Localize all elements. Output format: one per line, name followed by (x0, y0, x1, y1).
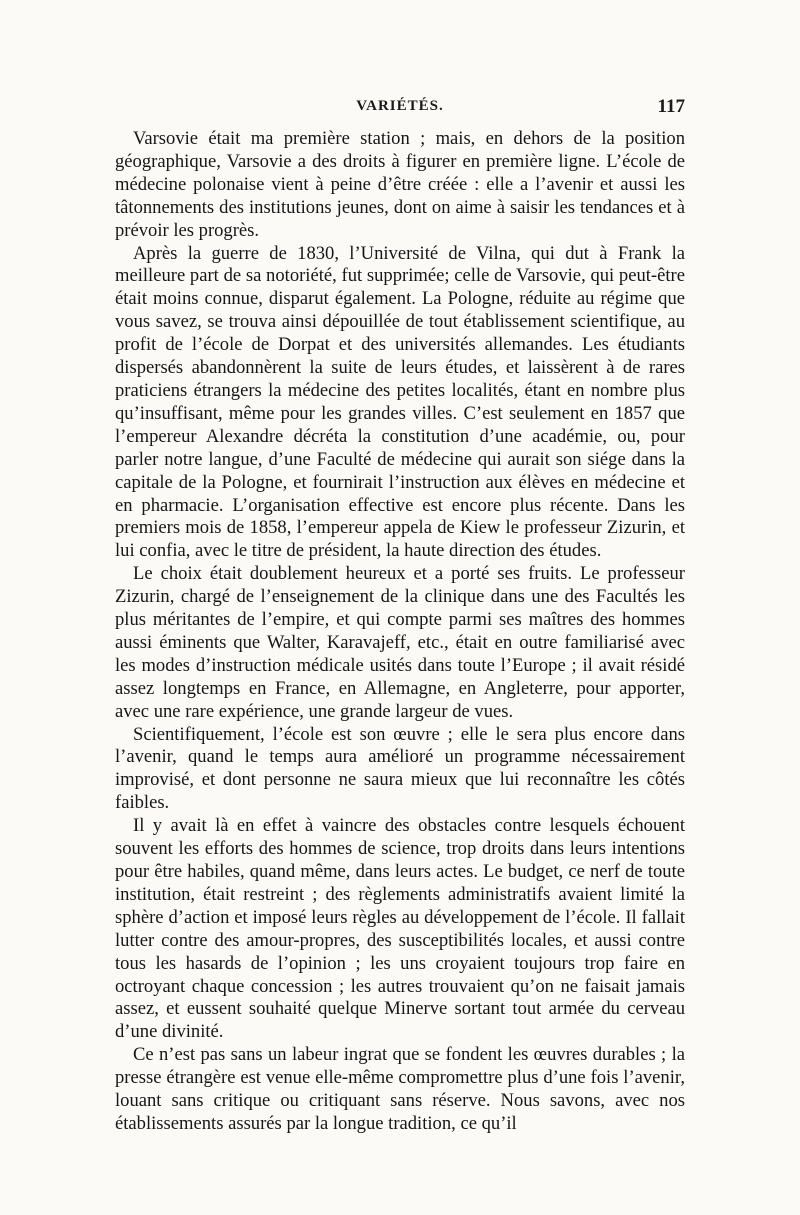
page-header (115, 98, 685, 122)
paragraph-5: Il y avait là en effet à vaincre des obstacles contre lesquels échouent souvent les efforts des hommes de science, trop droits dans leurs intentions pour être habiles, quand même, dans leurs actes. Le budget, ce nerf de toute institution, était restreint ; des règlements administratifs avaient limité la sphère d’action et imposé leurs règles au développement de l’école. Il fallait lutter contre des amour-propres, des susceptibilités locales, et aussi contre tous les hasards de l’opinion ; les uns croyaient toujours trop faire en octroyant chaque concession ; les autres trouvaient qu’on ne faisait jamais assez, et eussent souhaité quelque Minerve sortant tout armée du cerveau d’une divinité. (115, 815, 685, 1043)
paragraph-6: Ce n’est pas sans un labeur ingrat que se fondent les œuvres durables ; la presse étrangère est venue elle-même compromettre plus d’une fois l’avenir, louant sans critique ou critiquant sans réserve. Nous savons, avec nos établissements assurés par la longue tradition, ce qu’il (115, 1044, 685, 1134)
paragraph-4: Scientifiquement, l’école est son œuvre ; elle le sera plus encore dans l’avenir, quand le temps aura amélioré un programme nécessairement improvisé, et dont personne ne saura mieux que lui reconnaître les côtés faibles. (115, 723, 685, 814)
body-text (115, 128, 685, 1136)
paragraph-3: Le choix était doublement heureux et a porté ses fruits. Le professeur Zizurin, chargé de l’enseignement de la clinique dans une des Facultés les plus méritantes de l’empire, et qui compte parmi ses maîtres des hommes aussi éminents que Walter, Karavajeff, etc., était en outre familiarisé avec les modes d’instruction médicale usités dans toute l’Europe ; il avait résidé assez longtemps en France, en Allemagne, en Angleterre, pour apporter, avec une rare expérience, une grande largeur de vues. (115, 563, 685, 722)
running-head: VARIÉTÉS. (356, 98, 444, 114)
page-number: 117 (657, 96, 685, 117)
paragraph-2: Après la guerre de 1830, l’Université de Vilna, qui dut à Frank la meilleure part de sa notoriété, fut supprimée; celle de Varsovie, qui peut-être était moins connue, disparut également. La Pologne, réduite au régime que vous savez, se trouva ainsi dépouillée de tout établissement scientifique, au profit de l’école de Dorpat et des universités allemandes. Les étudiants dispersés abandonnèrent la suite de leurs études, et laissèrent à de rares praticiens étrangers la médecine des petites localités, étant en nombre plus qu’insuffisant, même pour les grandes villes. C’est seulement en 1857 que l’empereur Alexandre décréta la constitution d’une académie, ou, pour parler notre langue, d’une Faculté de médecine qui aurait son siége dans la capitale de la Pologne, et fournirait l’instruction aux élèves en médecine et en pharmacie. L’organisation effective est encore plus récente. Dans les premiers mois de 1858, l’empereur appela de Kiew le professeur Zizurin, et lui confia, avec le titre de président, la haute direction des études. (115, 242, 685, 562)
paragraph-1: Varsovie était ma première station ; mais, en dehors de la position géographique, Varsovie a des droits à figurer en première ligne. L’école de médecine polonaise vient à peine d’être créée : elle a l’avenir et aussi les tâtonnements des institutions jeunes, dont on aime à saisir les tendances et à prévoir les progrès. (115, 128, 685, 241)
